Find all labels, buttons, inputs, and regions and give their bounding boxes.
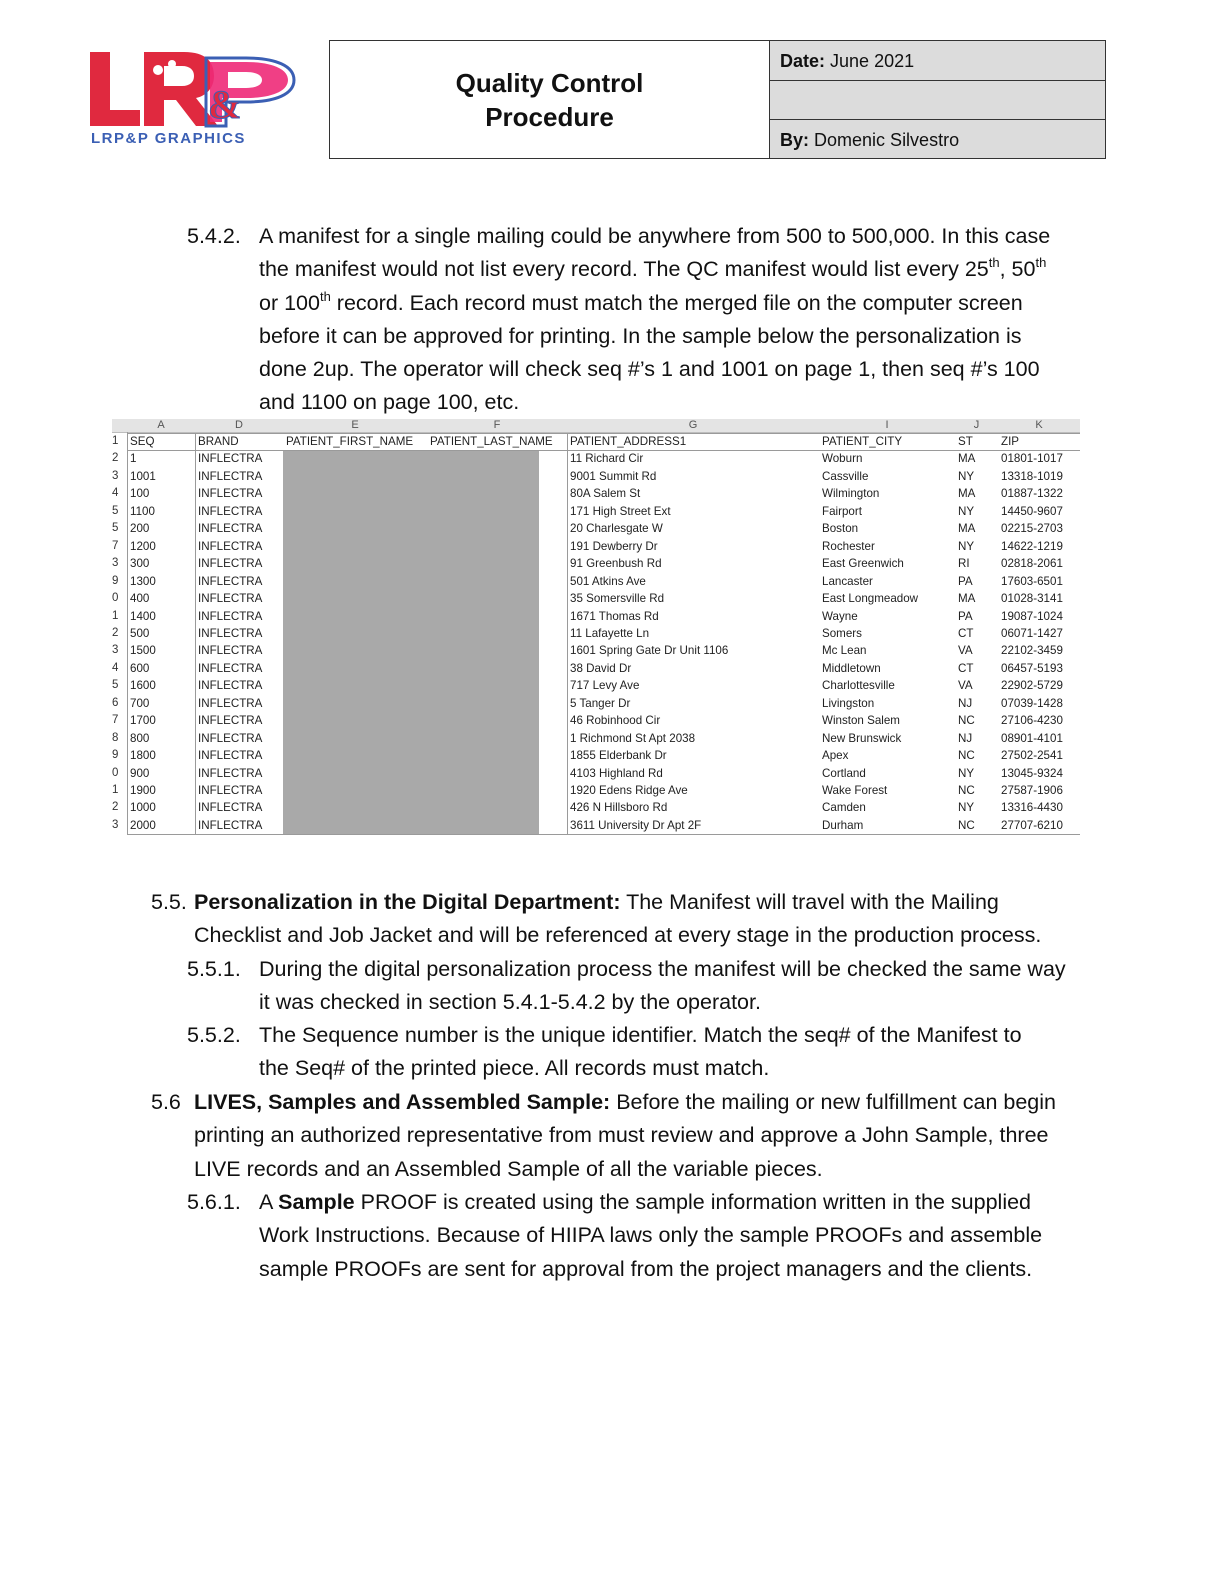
row-number: 7 bbox=[112, 714, 119, 727]
section-5-4-2-text bbox=[259, 220, 1099, 420]
table-cell: 1855 Elderbank Dr bbox=[570, 749, 667, 763]
table-cell: 20 Charlesgate W bbox=[570, 522, 663, 536]
column-letter-E: E bbox=[283, 419, 427, 433]
table-cell: 38 David Dr bbox=[570, 661, 632, 675]
table-cell: NY bbox=[958, 801, 975, 815]
grid-line bbox=[127, 432, 128, 834]
table-cell: 1 bbox=[130, 452, 137, 466]
table-cell: 171 High Street Ext bbox=[570, 504, 671, 518]
table-cell: Charlottesville bbox=[822, 679, 895, 693]
table-cell: 1601 Spring Gate Dr Unit 1106 bbox=[570, 644, 729, 658]
table-cell: 01028-3141 bbox=[1001, 592, 1063, 606]
header-cell-patient-city: PATIENT_CITY bbox=[822, 435, 903, 448]
row-number: 5 bbox=[112, 522, 119, 535]
table-cell: 02818-2061 bbox=[1001, 557, 1063, 571]
table-cell: MA bbox=[958, 452, 976, 466]
table-cell: 08901-4101 bbox=[1001, 731, 1063, 745]
table-cell: 35 Somersville Rd bbox=[570, 592, 665, 606]
table-cell: 200 bbox=[130, 522, 150, 536]
s542-line-4: before it can be approved for printing. In the sample below the personalization is bbox=[259, 323, 1022, 348]
table-cell: NC bbox=[958, 818, 975, 832]
table-cell: 46 Robinhood Cir bbox=[570, 714, 661, 728]
by-label: By: bbox=[780, 130, 810, 150]
column-letter-J: J bbox=[955, 419, 998, 433]
section-5-5-text bbox=[194, 886, 1094, 953]
table-cell: NC bbox=[958, 714, 975, 728]
table-cell: Wilmington bbox=[822, 487, 880, 501]
table-cell: NY bbox=[958, 504, 975, 518]
table-cell: NC bbox=[958, 749, 975, 763]
table-cell: 800 bbox=[130, 731, 150, 745]
logo-mark bbox=[88, 50, 308, 130]
section-5-5-2-number: 5.5.2. bbox=[187, 1023, 241, 1047]
table-cell: Wayne bbox=[822, 609, 858, 623]
table-cell: 11 Richard Cir bbox=[570, 452, 644, 466]
table-cell: 1001 bbox=[130, 469, 156, 483]
table-cell: NY bbox=[958, 539, 975, 553]
table-cell: NJ bbox=[958, 731, 973, 745]
table-cell: 9001 Summit Rd bbox=[570, 469, 657, 483]
s542-line-2: the manifest would not list every record. The QC manifest would list every 25th, 50th bbox=[259, 255, 1047, 282]
table-cell: 1900 bbox=[130, 784, 156, 797]
table-cell: 400 bbox=[130, 592, 150, 606]
table-cell: PA bbox=[958, 609, 973, 623]
header-cell-seq: SEQ bbox=[130, 435, 155, 448]
table-cell: INFLECTRA bbox=[198, 784, 263, 797]
table-cell: 91 Greenbush Rd bbox=[570, 557, 662, 571]
row-number: 5 bbox=[112, 679, 119, 692]
date-cell bbox=[770, 41, 1105, 81]
table-cell: INFLECTRA bbox=[198, 644, 263, 658]
table-cell: INFLECTRA bbox=[198, 696, 263, 710]
header-cell-patient-first-name: PATIENT_FIRST_NAME bbox=[286, 435, 414, 448]
s561-line-2: Work Instructions. Because of HIIPA laws only the sample PROOFs and assemble bbox=[259, 1223, 1043, 1248]
row-number: 2 bbox=[112, 801, 119, 814]
table-cell: East Greenwich bbox=[822, 557, 904, 571]
grid-line bbox=[127, 834, 1080, 835]
row-number: 7 bbox=[112, 539, 119, 552]
document-meta-box bbox=[770, 40, 1106, 159]
column-letter-D: D bbox=[195, 419, 283, 433]
table-cell: 1700 bbox=[130, 714, 156, 728]
table-cell: Middletown bbox=[822, 661, 881, 675]
header-cell-brand: BRAND bbox=[198, 435, 239, 448]
table-cell: Mc Lean bbox=[822, 644, 867, 658]
table-cell: 300 bbox=[130, 557, 150, 571]
table-cell: 22902-5729 bbox=[1001, 679, 1063, 693]
table-cell: New Brunswick bbox=[822, 731, 902, 745]
table-cell: INFLECTRA bbox=[198, 714, 263, 728]
s542-line-6: and 1100 on page 100, etc. bbox=[259, 390, 520, 415]
table-cell: 27106-4230 bbox=[1001, 714, 1063, 728]
table-cell: CT bbox=[958, 626, 974, 640]
row-number: 0 bbox=[112, 766, 119, 779]
table-cell: VA bbox=[958, 644, 973, 658]
table-cell: Camden bbox=[822, 801, 866, 815]
table-cell: 700 bbox=[130, 696, 150, 710]
section-5-5-2-text bbox=[259, 1019, 1099, 1086]
row-number: 2 bbox=[112, 626, 119, 639]
section-5-5-1-number: 5.5.1. bbox=[187, 957, 241, 981]
s561-line-3: sample PROOFs are sent for approval from the project managers and the clients. bbox=[259, 1256, 1033, 1281]
row-number: 1 bbox=[112, 784, 119, 796]
table-cell: 4103 Highland Rd bbox=[570, 766, 663, 780]
row-number: 5 bbox=[112, 504, 119, 517]
table-cell: MA bbox=[958, 487, 976, 501]
row-number: 6 bbox=[112, 696, 119, 709]
table-cell: 1000 bbox=[130, 801, 156, 815]
row-number: 9 bbox=[112, 574, 119, 587]
table-cell: 02215-2703 bbox=[1001, 522, 1063, 536]
table-cell: 11 Lafayette Ln bbox=[570, 626, 650, 640]
grid-line bbox=[127, 433, 1080, 434]
table-cell: Rochester bbox=[822, 539, 875, 553]
table-cell: Somers bbox=[822, 626, 862, 640]
row-number: 8 bbox=[112, 731, 119, 744]
s542-line-3: or 100th record. Each record must match the merged file on the computer screen bbox=[259, 288, 1023, 315]
table-cell: INFLECTRA bbox=[198, 801, 263, 815]
column-letter-G: G bbox=[567, 419, 819, 433]
row-number: 4 bbox=[112, 487, 119, 500]
section-5-5-1-text bbox=[259, 953, 1099, 1020]
table-cell: MA bbox=[958, 592, 976, 606]
table-cell: INFLECTRA bbox=[198, 626, 263, 640]
grid-line bbox=[127, 450, 1080, 451]
s552-line-1: The Sequence number is the unique identifier. Match the seq# of the Manifest to bbox=[259, 1023, 1022, 1047]
table-cell: INFLECTRA bbox=[198, 818, 263, 832]
header-cell-patient-last-name: PATIENT_LAST_NAME bbox=[430, 435, 553, 448]
section-5-4-2-number: 5.4.2. bbox=[187, 224, 241, 248]
table-cell: 191 Dewberry Dr bbox=[570, 539, 658, 553]
document-title-line1: Quality Control bbox=[455, 67, 644, 98]
row-number: 4 bbox=[112, 661, 119, 674]
table-cell: INFLECTRA bbox=[198, 487, 263, 501]
table-cell: INFLECTRA bbox=[198, 504, 263, 518]
s551-line-2: it was checked in section 5.4.1-5.4.2 by the operator. bbox=[259, 990, 761, 1015]
table-cell: 01801-1017 bbox=[1001, 452, 1063, 466]
table-cell: NC bbox=[958, 784, 975, 797]
table-cell: Wake Forest bbox=[822, 784, 888, 797]
table-cell: Cassville bbox=[822, 469, 869, 483]
table-cell: INFLECTRA bbox=[198, 609, 263, 623]
table-cell: 22102-3459 bbox=[1001, 644, 1063, 658]
table-cell: 1400 bbox=[130, 609, 156, 623]
logo-caption: LRP&P GRAPHICS bbox=[91, 130, 246, 147]
table-cell: VA bbox=[958, 679, 973, 693]
s561-line-1: A Sample PROOF is created using the sample information written in the supplied bbox=[259, 1190, 1032, 1214]
date-label: Date: bbox=[780, 51, 826, 71]
row-number: 9 bbox=[112, 749, 119, 762]
s542-line-1: A manifest for a single mailing could be anywhere from 500 to 500,000. In this case bbox=[259, 224, 1051, 248]
row-number: 1 bbox=[112, 435, 119, 447]
table-cell: 07039-1428 bbox=[1001, 696, 1063, 710]
table-cell: Livingston bbox=[822, 696, 875, 710]
s551-line-1: During the digital personalization process the manifest will be checked the same way bbox=[259, 957, 1066, 981]
table-cell: 27502-2541 bbox=[1001, 749, 1063, 763]
table-cell: 17603-6501 bbox=[1001, 574, 1063, 588]
row-number: 3 bbox=[112, 644, 119, 657]
table-cell: 2000 bbox=[130, 818, 156, 832]
table-cell: CT bbox=[958, 661, 974, 675]
s55-line-1: Personalization in the Digital Department: The Manifest will travel with the Mailing bbox=[194, 890, 999, 914]
s542-line-5: done 2up. The operator will check seq #’s 1 and 1001 on page 1, then seq #’s 100 bbox=[259, 357, 1040, 382]
table-cell: 13318-1019 bbox=[1001, 469, 1063, 483]
table-cell: 100 bbox=[130, 487, 150, 501]
section-5-5-number: 5.5. bbox=[151, 890, 187, 914]
column-letter-I: I bbox=[819, 419, 955, 433]
svg-text:&: & bbox=[208, 82, 242, 127]
header-cell-patient-address1: PATIENT_ADDRESS1 bbox=[570, 435, 687, 448]
table-cell: 13045-9324 bbox=[1001, 766, 1063, 780]
table-cell: Woburn bbox=[822, 452, 863, 466]
table-cell: INFLECTRA bbox=[198, 592, 263, 606]
table-cell: 900 bbox=[130, 766, 150, 780]
table-cell: RI bbox=[958, 557, 970, 571]
table-cell: INFLECTRA bbox=[198, 469, 263, 483]
section-5-6-1-text bbox=[259, 1186, 1099, 1286]
table-cell: 13316-4430 bbox=[1001, 801, 1063, 815]
table-cell: INFLECTRA bbox=[198, 661, 263, 675]
row-number: 3 bbox=[112, 818, 119, 831]
date-value: June 2021 bbox=[830, 51, 915, 71]
table-cell: 06071-1427 bbox=[1001, 626, 1063, 640]
table-cell: 01887-1322 bbox=[1001, 487, 1063, 501]
row-number: 1 bbox=[112, 609, 119, 622]
table-cell: Cortland bbox=[822, 766, 866, 780]
table-cell: INFLECTRA bbox=[198, 574, 263, 588]
grid-line bbox=[195, 433, 196, 834]
table-cell: 1200 bbox=[130, 539, 156, 553]
row-number: 2 bbox=[112, 452, 119, 465]
table-cell: 27707-6210 bbox=[1001, 818, 1063, 832]
section-5-6-text bbox=[194, 1086, 1094, 1186]
table-cell: Apex bbox=[822, 749, 849, 763]
table-cell: Durham bbox=[822, 818, 864, 832]
section-5-6-number: 5.6 bbox=[151, 1090, 181, 1114]
table-cell: MA bbox=[958, 522, 976, 536]
blank-meta-cell bbox=[770, 81, 1105, 121]
table-cell: 501 Atkins Ave bbox=[570, 574, 646, 588]
table-cell: NY bbox=[958, 766, 975, 780]
table-cell: 1500 bbox=[130, 644, 156, 658]
table-cell: East Longmeadow bbox=[822, 592, 919, 606]
table-cell: 426 N Hillsboro Rd bbox=[570, 801, 668, 815]
row-number: 3 bbox=[112, 557, 119, 570]
row-number: 3 bbox=[112, 469, 119, 482]
table-cell: PA bbox=[958, 574, 973, 588]
table-cell: 1800 bbox=[130, 749, 156, 763]
table-cell: INFLECTRA bbox=[198, 452, 263, 466]
table-cell: 19087-1024 bbox=[1001, 609, 1063, 623]
redacted-name-block bbox=[283, 450, 539, 834]
document-title-box bbox=[329, 40, 770, 159]
document-title-line2: Procedure bbox=[485, 101, 614, 132]
table-cell: 717 Levy Ave bbox=[570, 679, 640, 693]
header-cell-zip: ZIP bbox=[1001, 435, 1020, 448]
table-cell: INFLECTRA bbox=[198, 766, 263, 780]
table-cell: INFLECTRA bbox=[198, 522, 263, 536]
table-cell: 1300 bbox=[130, 574, 156, 588]
s56-line-3: LIVE records and an Assembled Sample of all the variable pieces. bbox=[194, 1156, 823, 1181]
table-cell: 500 bbox=[130, 626, 150, 640]
table-cell: NY bbox=[958, 469, 975, 483]
section-5-6-1-number: 5.6.1. bbox=[187, 1190, 241, 1214]
table-cell: INFLECTRA bbox=[198, 539, 263, 553]
table-cell: 3611 University Dr Apt 2F bbox=[570, 818, 702, 832]
s56-line-2: printing an authorized representative from must review and approve a John Sample, three bbox=[194, 1123, 1049, 1148]
s552-line-2: the Seq# of the printed piece. All records must match. bbox=[259, 1056, 770, 1081]
table-cell: 27587-1906 bbox=[1001, 784, 1063, 797]
by-value: Domenic Silvestro bbox=[814, 130, 960, 150]
row-number: 0 bbox=[112, 592, 119, 605]
table-cell: 14622-1219 bbox=[1001, 539, 1063, 553]
manifest-spreadsheet bbox=[112, 419, 1080, 839]
table-cell: Winston Salem bbox=[822, 714, 900, 728]
column-letter-K: K bbox=[998, 419, 1080, 433]
s55-line-2: Checklist and Job Jacket and will be referenced at every stage in the production process. bbox=[194, 923, 1042, 948]
table-cell: INFLECTRA bbox=[198, 749, 263, 763]
author-cell bbox=[770, 120, 1105, 160]
table-cell: INFLECTRA bbox=[198, 557, 263, 571]
table-cell: 14450-9607 bbox=[1001, 504, 1063, 518]
table-cell: INFLECTRA bbox=[198, 731, 263, 745]
table-cell: 1920 Edens Ridge Ave bbox=[570, 784, 688, 797]
table-cell: 1671 Thomas Rd bbox=[570, 609, 659, 623]
table-cell: 600 bbox=[130, 661, 150, 675]
column-header-corner bbox=[112, 419, 127, 433]
table-cell: 1600 bbox=[130, 679, 156, 693]
table-cell: 80A Salem St bbox=[570, 487, 641, 501]
table-cell: NJ bbox=[958, 696, 973, 710]
table-cell: Fairport bbox=[822, 504, 862, 518]
s56-line-1: LIVES, Samples and Assembled Sample: Before the mailing or new fulfillment can begin bbox=[194, 1090, 1056, 1114]
grid-line bbox=[567, 433, 568, 834]
table-cell: 1100 bbox=[130, 504, 155, 518]
table-cell: Boston bbox=[822, 522, 859, 536]
table-cell: 06457-5193 bbox=[1001, 661, 1063, 675]
table-cell: INFLECTRA bbox=[198, 679, 263, 693]
table-cell: 5 Tanger Dr bbox=[570, 696, 631, 710]
table-cell: Lancaster bbox=[822, 574, 873, 588]
header-cell-st: ST bbox=[958, 435, 973, 448]
column-letter-F: F bbox=[427, 419, 567, 433]
column-letter-A: A bbox=[127, 419, 195, 433]
table-cell: 1 Richmond St Apt 2038 bbox=[570, 731, 696, 745]
